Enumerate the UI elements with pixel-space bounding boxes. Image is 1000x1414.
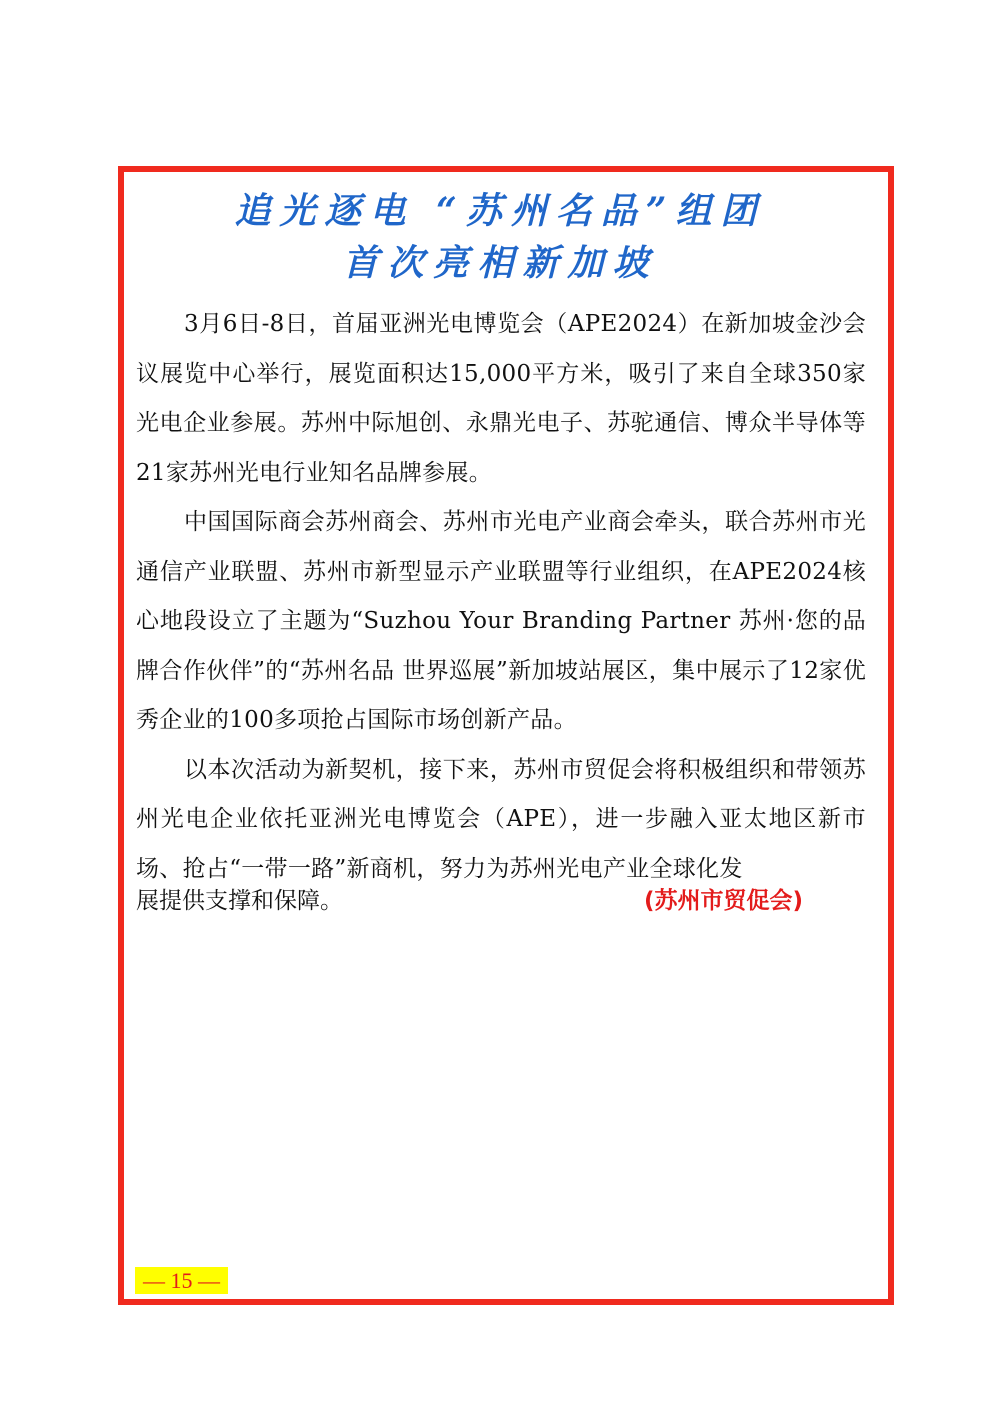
closing-line (136, 877, 866, 927)
article-body (136, 300, 866, 894)
page-number: — 15 — (135, 1267, 228, 1294)
article-title-line-2: 首次亮相新加坡 (342, 242, 658, 284)
paragraph-1: 3月6日-8日，首届亚洲光电博览会（APE2024）在新加坡金沙会议展览中心举行，展览面积达15,000平方米，吸引了来自全球350家光电企业参展。苏州中际旭创、永鼎光电子、苏驼通信、博众半导体等21家苏州光电行业知名品牌参展。 (136, 311, 866, 486)
paragraph-3: 以本次活动为新契机，接下来，苏州市贸促会将积极组织和带领苏州光电企业依托亚洲光电博览会（APE），进一步融入亚太地区新市场、抢占“一带一路”新商机，努力为苏州光电产业全球化发 (136, 756, 866, 882)
closing-text: 展提供支撑和保障。 (136, 888, 343, 914)
paragraph-2: 中国国际商会苏州商会、苏州市光电产业商会牵头，联合苏州市光通信产业联盟、苏州市新型显示产业联盟等行业组织，在APE2024核心地段设立了主题为“Suzhou Your Branding Partner 苏州·您的品牌合作伙伴”的“苏州名品 世界巡展”新加坡站展区，集中展示了12家优秀企业的100多项抢占国际市场创新产品。 (136, 509, 866, 733)
article-title-line-1: 追光逐电 “苏州名品”组团 (234, 190, 766, 232)
source-attribution: (苏州市贸促会) (644, 888, 804, 914)
